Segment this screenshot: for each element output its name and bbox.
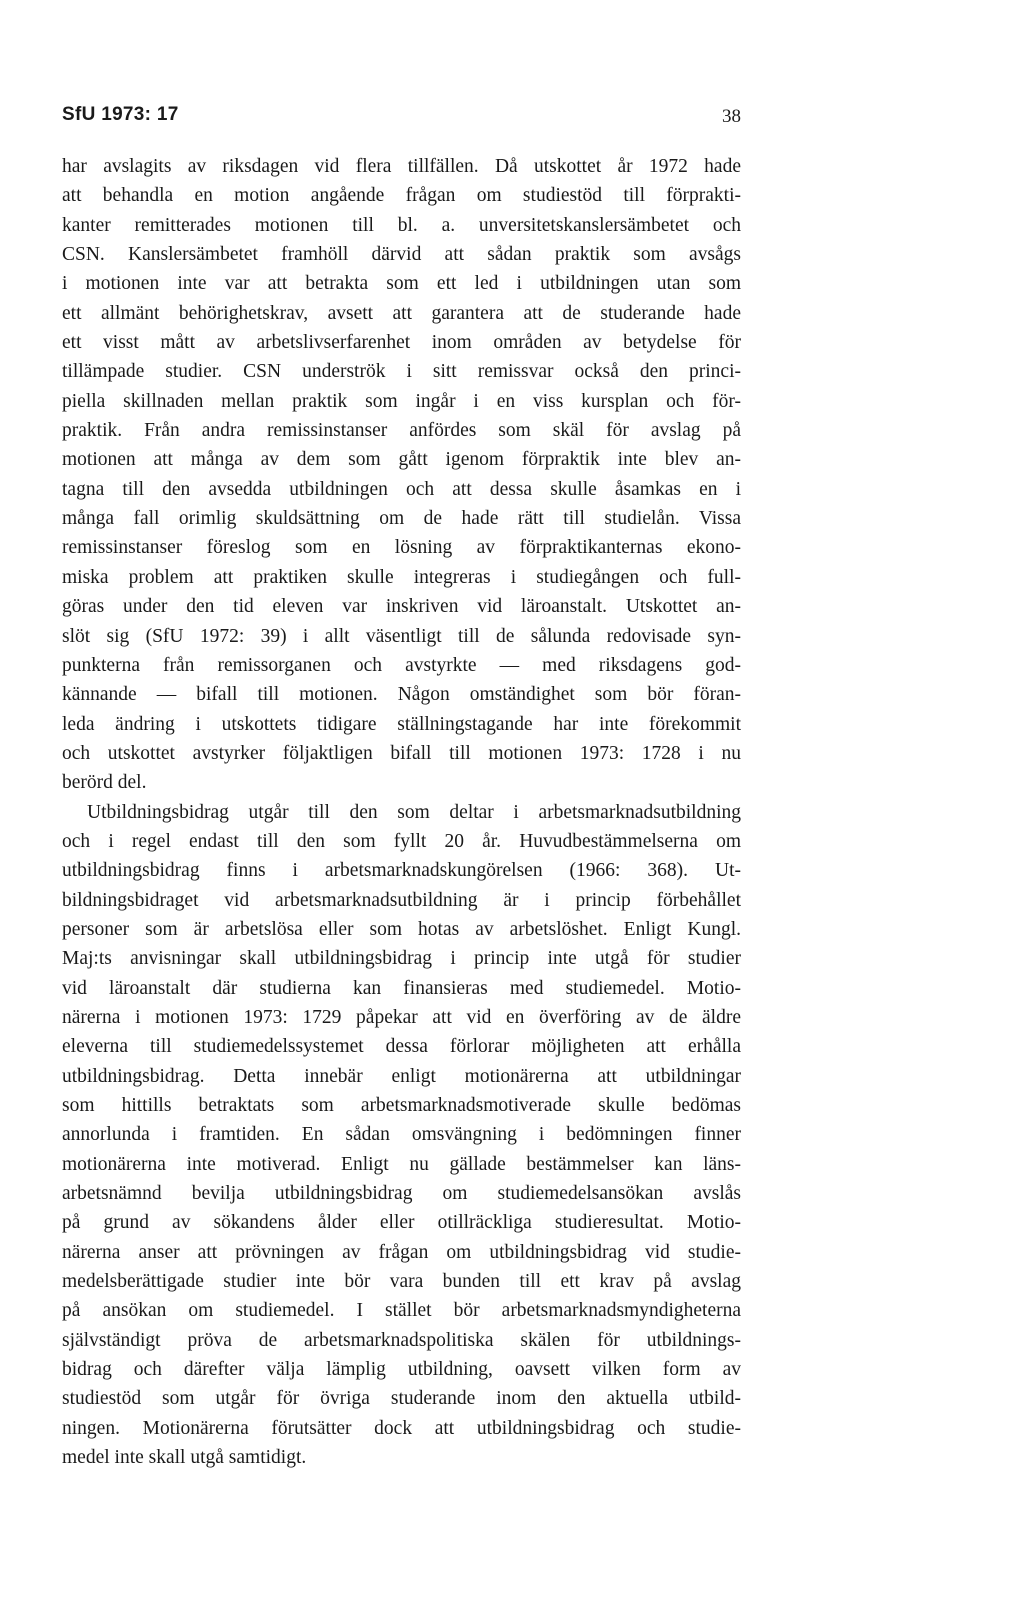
text-line: närerna anser att prövningen av frågan om utbildningsbidrag vid studie- — [62, 1241, 741, 1263]
document-reference: SfU 1973: 17 — [62, 104, 179, 125]
text-line: tillämpade studier. CSN underströk i sitt remissvar också den princi- — [62, 361, 741, 383]
text-line: bidrag och därefter välja lämplig utbildning, oavsett vilken form av — [62, 1359, 741, 1381]
text-line: piella skillnaden mellan praktik som ingår i en viss kursplan och för- — [62, 390, 741, 412]
text-line: självständigt pröva de arbetsmarknadspolitiska skälen för utbildnings- — [62, 1329, 741, 1351]
text-line: på grund av sökandens ålder eller otillräckliga studieresultat. Motio- — [62, 1212, 741, 1234]
text-line: utbildningsbidrag finns i arbetsmarknadskungörelsen (1966: 368). Ut- — [62, 860, 741, 882]
text-line: medel inte skall utgå samtidigt. — [62, 1447, 307, 1469]
text-line: att behandla en motion angående frågan om studiestöd till förprakti- — [62, 185, 741, 207]
text-line: medelsberättigade studier inte bör vara bunden till ett krav på avslag — [62, 1271, 741, 1293]
paragraph — [62, 152, 741, 798]
text-line: arbetsnämnd bevilja utbildningsbidrag om studiemedelsansökan avslås — [62, 1183, 741, 1205]
text-line: och utskottet avstyrker följaktligen bifall till motionen 1973: 1728 i nu — [62, 742, 741, 764]
page-number: 38 — [722, 106, 741, 127]
text-line: motionärerna inte motiverad. Enligt nu gällade bestämmelser kan läns- — [62, 1153, 741, 1175]
text-line: på ansökan om studiemedel. I stället bör arbetsmarknadsmyndigheterna — [62, 1300, 741, 1322]
text-line: studiestöd som utgår för övriga studerande inom den aktuella utbild- — [62, 1388, 741, 1410]
text-line: punkterna från remissorganen och avstyrkte — med riksdagens god- — [62, 654, 741, 676]
page-header — [62, 104, 741, 134]
text-line: ett allmänt behörighetskrav, avsett att garantera att de studerande hade — [62, 302, 741, 324]
text-line: många fall orimlig skuldsättning om de hade rätt till studielån. Vissa — [62, 508, 741, 530]
text-line: närerna i motionen 1973: 1729 påpekar att vid en överföring av de äldre — [62, 1006, 741, 1028]
text-line: praktik. Från andra remissinstanser anfördes som skäl för avslag på — [62, 420, 741, 442]
text-line: i motionen inte var att betrakta som ett led i utbildningen utan som — [62, 273, 741, 295]
text-line: bildningsbidraget vid arbetsmarknadsutbildning är i princip förbehållet — [62, 889, 741, 911]
text-line: slöt sig (SfU 1972: 39) i allt väsentligt till de sålunda redovisade syn- — [62, 625, 741, 647]
text-line: motionen att många av dem som gått igenom förpraktik inte blev an- — [62, 449, 741, 471]
text-line: har avslagits av riksdagen vid flera tillfällen. Då utskottet år 1972 hade — [62, 156, 741, 177]
text-line: personer som är arbetslösa eller som hotas av arbetslöshet. Enligt Kungl. — [62, 918, 741, 940]
text-line: göras under den tid eleven var inskriven vid läroanstalt. Utskottet an- — [62, 596, 741, 618]
body-text — [62, 152, 741, 1472]
text-line: Utbildningsbidrag utgår till den som deltar i arbetsmarknadsutbildning — [87, 801, 741, 823]
paragraph — [62, 798, 741, 1473]
text-line: miska problem att praktiken skulle integreras i studiegången och full- — [62, 566, 741, 588]
text-line: berörd del. — [62, 772, 147, 794]
text-line: tagna till den avsedda utbildningen och att dessa skulle åsamkas en i — [62, 478, 741, 500]
text-line: kanter remitterades motionen till bl. a. unversitetskanslersämbetet och — [62, 214, 741, 236]
text-line: eleverna till studiemedelssystemet dessa förlorar möjligheten att erhålla — [62, 1036, 741, 1058]
text-line: vid läroanstalt där studierna kan finansieras med studiemedel. Motio- — [62, 977, 741, 999]
text-line: ett visst mått av arbetslivserfarenhet inom områden av betydelse för — [62, 332, 741, 354]
text-line: CSN. Kanslersämbetet framhöll därvid att sådan praktik som avsågs — [62, 244, 741, 266]
text-line: Maj:ts anvisningar skall utbildningsbidrag i princip inte utgå för studier — [62, 948, 741, 970]
text-line: remissinstanser föreslog som en lösning av förpraktikanternas ekono- — [62, 537, 741, 559]
text-line: leda ändring i utskottets tidigare ställningstagande har inte förekommit — [62, 713, 741, 735]
text-line: kännande — bifall till motionen. Någon omständighet som bör föran- — [62, 684, 741, 706]
text-line: utbildningsbidrag. Detta innebär enligt motionärerna att utbildningar — [62, 1065, 741, 1087]
text-line: och i regel endast till den som fyllt 20 år. Huvudbestämmelserna om — [62, 830, 741, 852]
text-line: ningen. Motionärerna förutsätter dock att utbildningsbidrag och studie- — [62, 1417, 741, 1439]
text-line: som hittills betraktats som arbetsmarknadsmotiverade skulle bedömas — [62, 1095, 741, 1116]
text-line: annorlunda i framtiden. En sådan omsvängning i bedömningen finner — [62, 1124, 741, 1146]
